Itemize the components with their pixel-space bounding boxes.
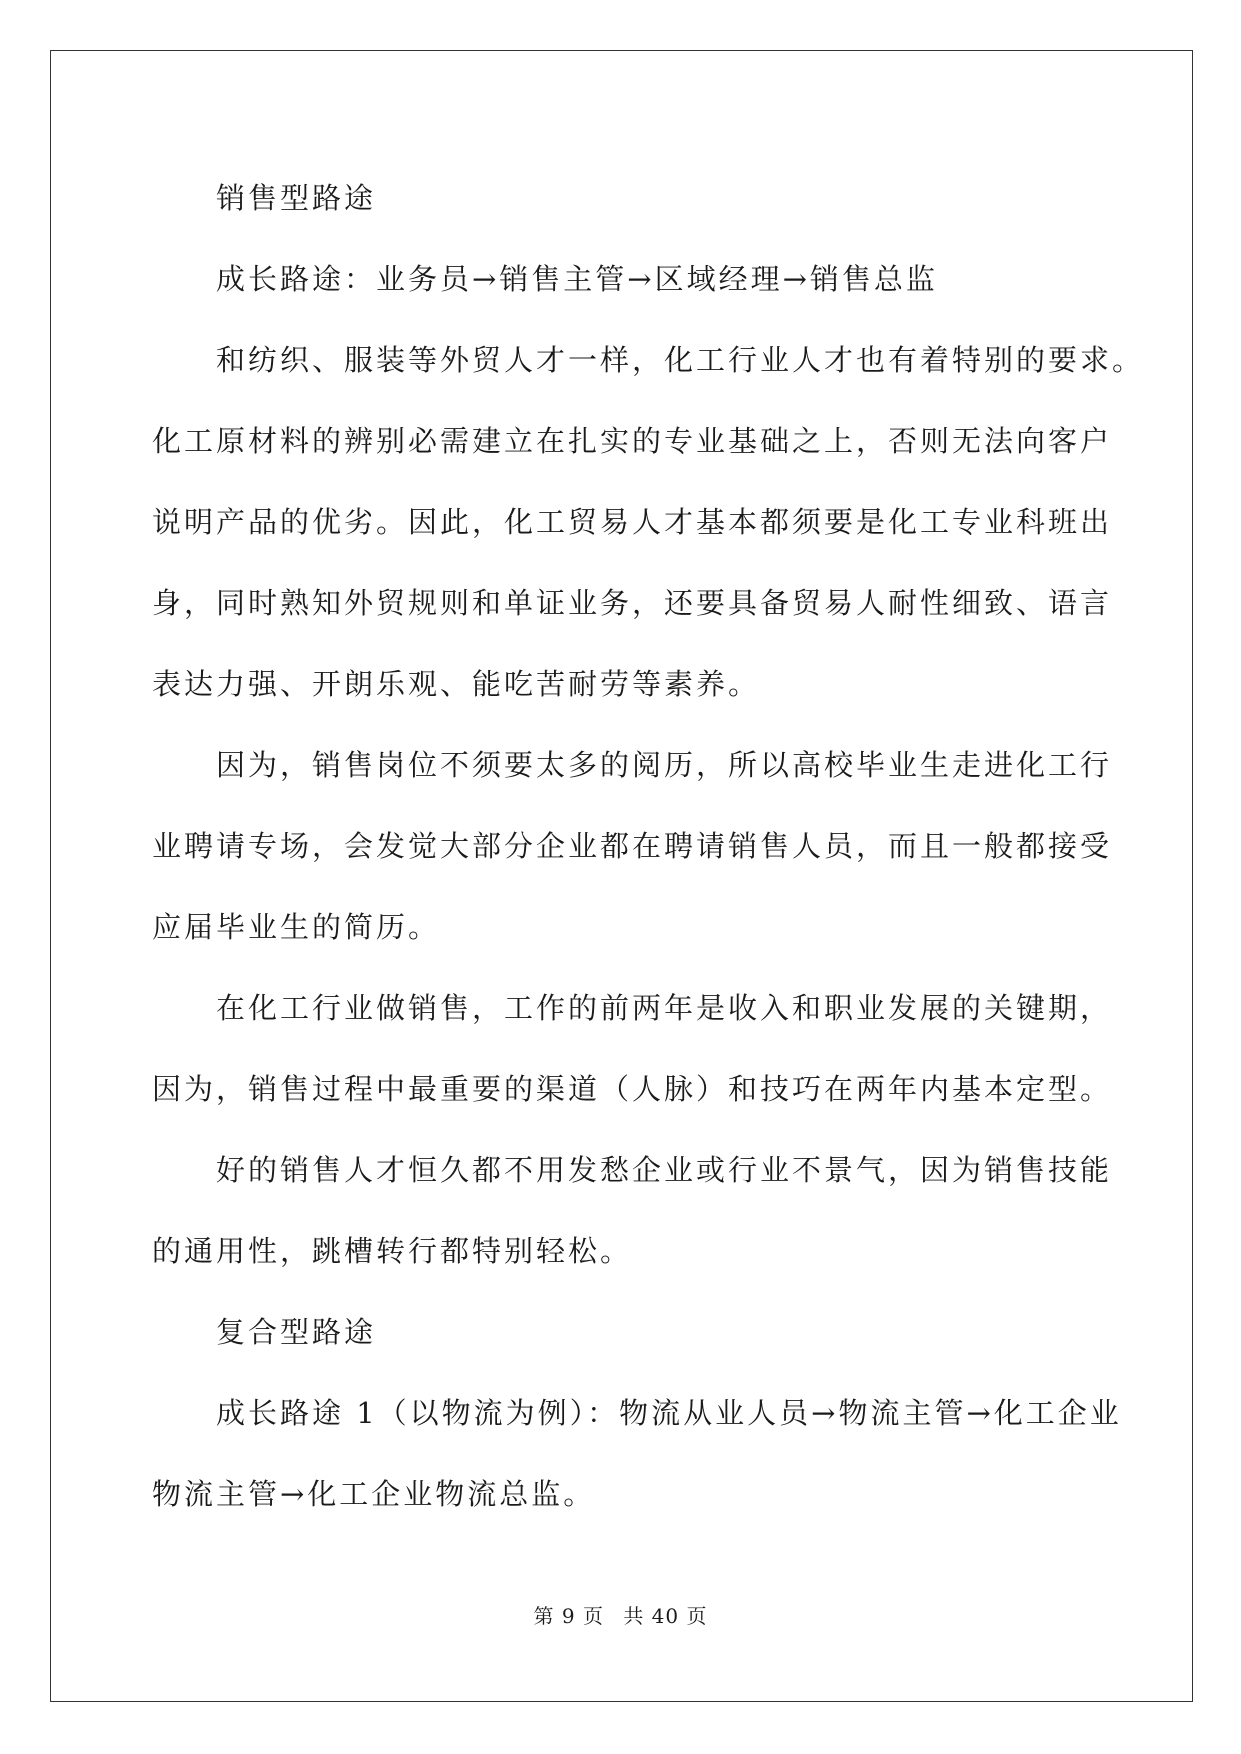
text-line: 物流主管→化工企业物流总监。 [152, 1477, 596, 1511]
document-body [152, 158, 1145, 1535]
text-line: 和纺织、服装等外贸人才一样，化工行业人才也有着特别的要求。 [216, 343, 1145, 377]
text-line: 业聘请专场，会发觉大部分企业都在聘请销售人员，而且一般都接受 [152, 829, 1113, 863]
text-line: 因为，销售岗位不须要太多的阅历，所以高校毕业生走进化工行 [216, 748, 1113, 782]
text-line: 在化工行业做销售，工作的前两年是收入和职业发展的关键期， [216, 991, 1113, 1025]
paragraph-good-sales-talent [152, 1130, 1113, 1292]
text-line: 好的销售人才恒久都不用发愁企业或行业不景气，因为销售技能 [216, 1153, 1113, 1187]
total-page-count: 共 40 页 [623, 1604, 708, 1628]
paragraph-growth-path-logistics [152, 1373, 1122, 1535]
section-heading-sales-path [152, 158, 1092, 239]
text-line: 身，同时熟知外贸规则和单证业务，还要具备贸易人耐性细致、语言 [152, 586, 1113, 620]
text-line: 化工原材料的辨别必需建立在扎实的专业基础之上，否则无法向客户 [152, 424, 1113, 458]
text-line: 说明产品的优劣。因此，化工贸易人才基本都须要是化工专业科班出 [152, 505, 1113, 539]
text-line: 应届毕业生的简历。 [152, 910, 441, 944]
current-page-number: 第 9 页 [533, 1604, 604, 1628]
paragraph-first-two-years [152, 968, 1113, 1130]
page-footer [0, 1600, 1241, 1629]
text-line: 成长路途：业务员→销售主管→区域经理→销售总监 [216, 262, 938, 296]
text-line: 因为，销售过程中最重要的渠道（人脉）和技巧在两年内基本定型。 [152, 1072, 1113, 1106]
section-heading-composite-path [152, 1292, 1092, 1373]
text-line: 销售型路途 [216, 181, 377, 215]
paragraph-growth-path-sales [152, 239, 1092, 320]
paragraph-sales-positions [152, 725, 1113, 968]
paragraph-chemical-talent [152, 320, 1145, 725]
text-line: 复合型路途 [216, 1315, 377, 1349]
text-line: 的通用性，跳槽转行都特别轻松。 [152, 1234, 633, 1268]
text-line: 成长路途 1（以物流为例）：物流从业人员→物流主管→化工企业 [216, 1396, 1122, 1430]
text-line: 表达力强、开朗乐观、能吃苦耐劳等素养。 [152, 667, 761, 701]
